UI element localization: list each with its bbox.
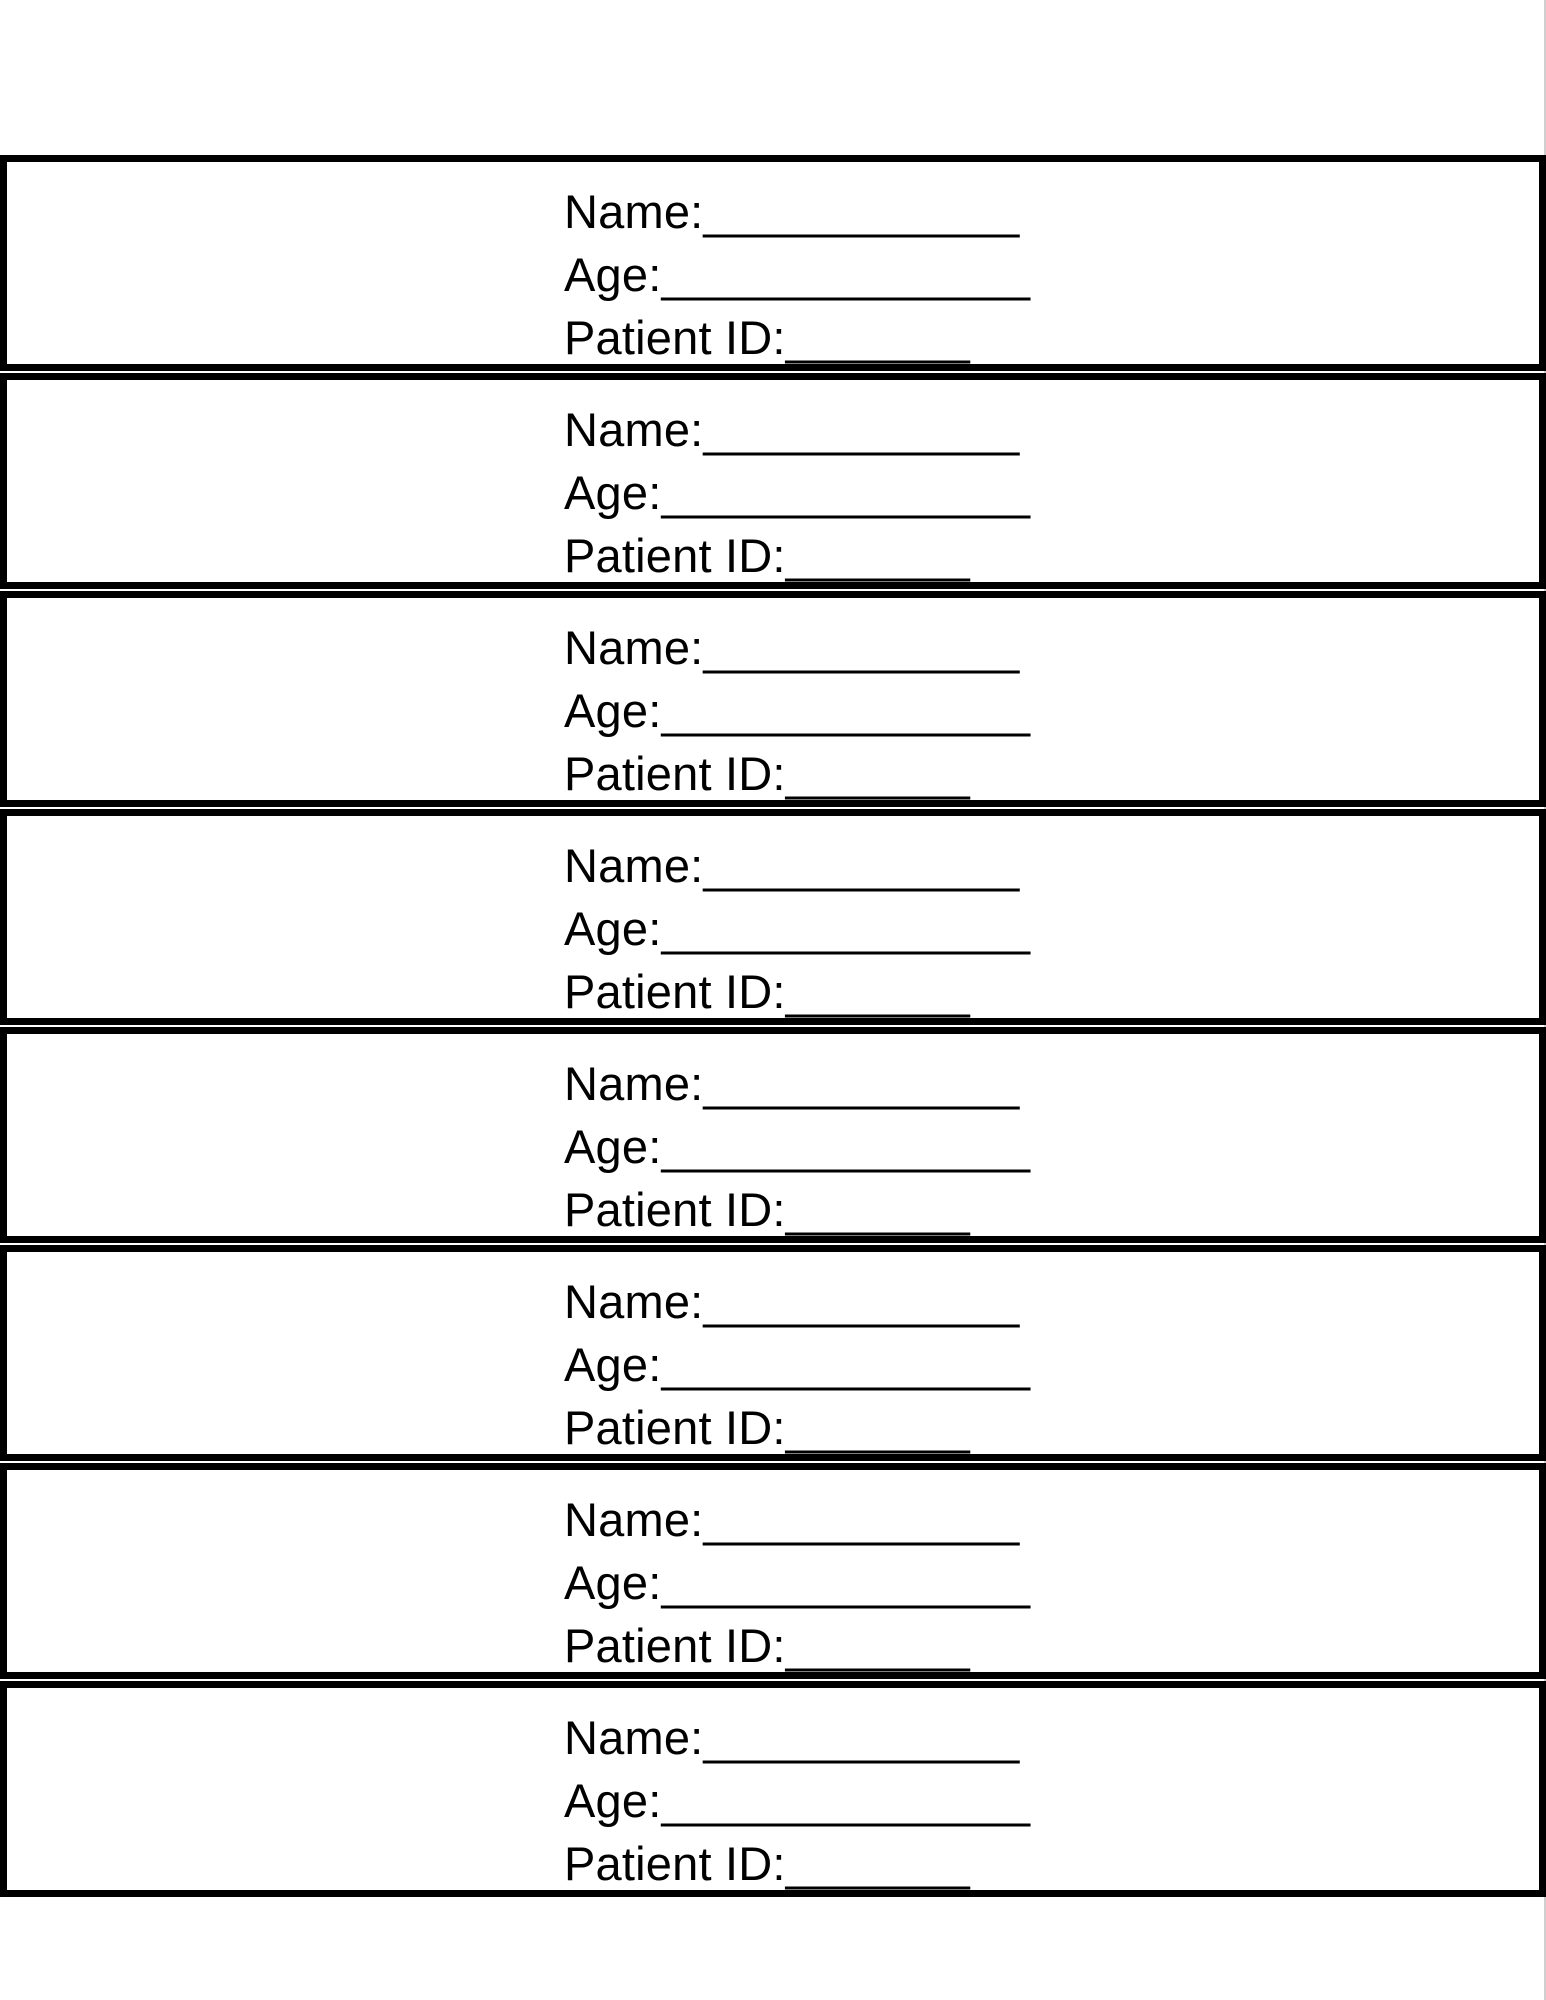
patient-label [0, 591, 1546, 807]
label-fields [564, 1706, 1031, 1895]
patient-id-field: Patient ID:_______ [564, 1619, 971, 1672]
patient-id-field: Patient ID:_______ [564, 747, 971, 800]
patient-id-field: Patient ID:_______ [564, 1837, 971, 1890]
patient-id-field: Patient ID:_______ [564, 311, 971, 364]
age-field: Age:______________ [564, 466, 1031, 519]
label-fields [564, 616, 1031, 805]
patient-id-field: Patient ID:_______ [564, 529, 971, 582]
patient-id-field: Patient ID:_______ [564, 1183, 971, 1236]
label-fields [564, 834, 1031, 1023]
patient-id-field: Patient ID:_______ [564, 965, 971, 1018]
label-fields [564, 398, 1031, 587]
name-field: Name:____________ [564, 403, 1020, 456]
age-field: Age:______________ [564, 1774, 1031, 1827]
label-fields [564, 180, 1031, 369]
name-field: Name:____________ [564, 1711, 1020, 1764]
name-field: Name:____________ [564, 1493, 1020, 1546]
name-field: Name:____________ [564, 1275, 1020, 1328]
name-field: Name:____________ [564, 185, 1020, 238]
label-fields [564, 1270, 1031, 1459]
age-field: Age:______________ [564, 248, 1031, 301]
patient-label [0, 1027, 1546, 1243]
patient-label [0, 373, 1546, 589]
name-field: Name:____________ [564, 621, 1020, 674]
age-field: Age:______________ [564, 684, 1031, 737]
age-field: Age:______________ [564, 902, 1031, 955]
age-field: Age:______________ [564, 1556, 1031, 1609]
patient-label [0, 809, 1546, 1025]
patient-label [0, 155, 1546, 371]
name-field: Name:____________ [564, 1057, 1020, 1110]
patient-label [0, 1245, 1546, 1461]
patient-label [0, 1681, 1546, 1897]
label-fields [564, 1052, 1031, 1241]
age-field: Age:______________ [564, 1120, 1031, 1173]
label-fields [564, 1488, 1031, 1677]
name-field: Name:____________ [564, 839, 1020, 892]
patient-id-field: Patient ID:_______ [564, 1401, 971, 1454]
patient-label [0, 1463, 1546, 1679]
age-field: Age:______________ [564, 1338, 1031, 1391]
label-sheet [0, 155, 1546, 1900]
